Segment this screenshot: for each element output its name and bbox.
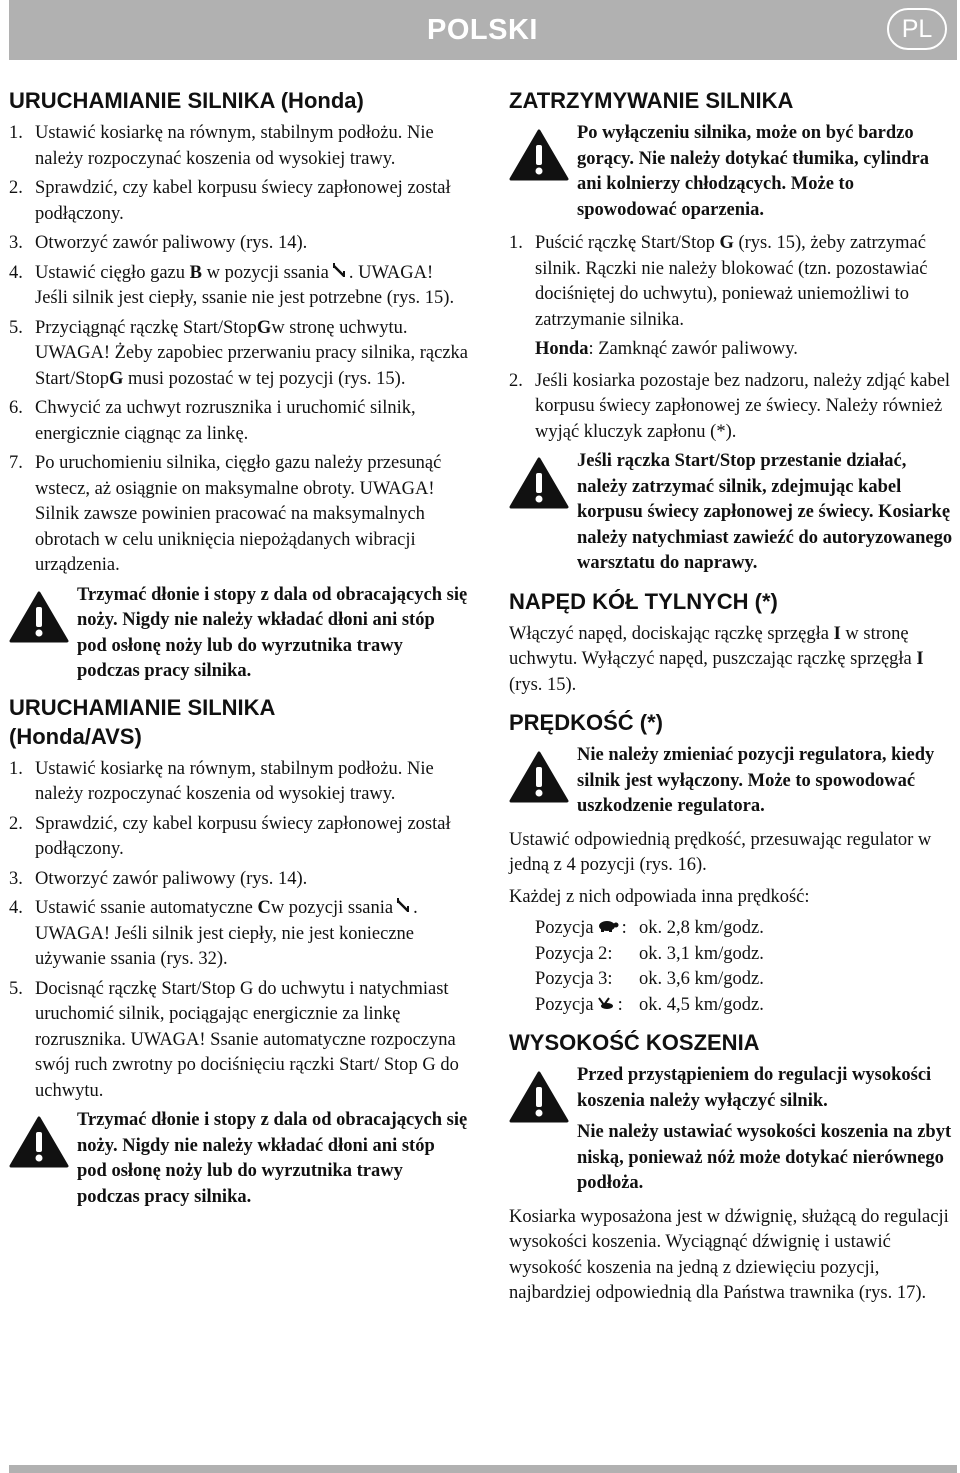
section-title-rear-drive: NAPĘD KÓŁ TYLNYCH (*) [509, 588, 778, 614]
speed-row: Pozycja : ok. 4,5 km/godz. [535, 993, 957, 1019]
choke-icon [396, 896, 410, 922]
warning-icon [509, 1063, 577, 1197]
warning-icon [9, 1108, 77, 1210]
list-item: 2. Sprawdzić, czy kabel korpusu świecy zapłonowej został podłączony. [9, 813, 451, 859]
speed-row: Pozycja 3: ok. 3,6 km/godz. [535, 969, 764, 989]
warning-block: Jeśli rączka Start/Stop przestanie działać, należy zatrzymać silnik, zdejmując kabel korpusu świecy zapłonowej ze świecy. Kosiarkę należy natychmiast zawieźć do autoryzowanego warsztatu do naprawy. [509, 449, 957, 577]
speed-paragraph: Każdej z nich odpowiada inna prędkość: [509, 886, 810, 907]
list-item: 5. Przyciągnąć rączkę Start/StopGw stronę uchwytu. UWAGA! Żeby zapobiec przerwaniu pracy silnika, rączka Start/StopG musi pozostać w tej pozycji (rys. 15). [9, 317, 469, 389]
list-item: 3. Otworzyć zawór paliwowy (rys. 14). [9, 233, 308, 253]
choke-icon [332, 261, 346, 287]
speed-paragraph: Ustawić odpowiednią prędkość, przesuwając regulator w jedną z 4 pozycji (rys. 16). [509, 829, 932, 875]
list-item: 1. Puścić rączkę Start/Stop G (rys. 15), żeby zatrzymać silnik. Rączki nie należy blokować (tzn. pozostawiać dociśniętej do uchwytu), ponieważ uniemożliwi to zatrzymanie silnika. [509, 233, 928, 330]
header-title: POLSKI [427, 14, 538, 46]
language-badge: PL [887, 8, 947, 50]
warning-block: Przed przystąpieniem do regulacji wysokości koszenia należy wyłączyć silnik. Nie należy ustawiać wysokości koszenia na zbyt niską, ponieważ nóż może dotykać nierównego podłoża. [509, 1063, 957, 1197]
section-title-start-honda: URUCHAMIANIE SILNIKA (Honda) [9, 88, 364, 113]
warning-block: Trzymać dłonie i stopy z dala od obracających się noży. Nigdy nie należy wkładać dłoni ani stóp pod osłonę noży lub do wyrzutnika trawy podczas pracy silnika. [9, 1108, 469, 1210]
section-title-start-honda-avs: URUCHAMIANIE SILNIKA (Honda/AVS) [9, 694, 276, 749]
warning-icon [509, 121, 577, 223]
list-item: 7. Po uruchomieniu silnika, cięgło gazu należy przesunąć wstecz, aż osiągnie on maksymalne obroty. UWAGA! Silnik zawsze powinien pracować na maksymalnych obrotach w celu uniknięcia niepożądanych wibracji urządzenia. [9, 453, 442, 575]
list-item: 1. Ustawić kosiarkę na równym, stabilnym podłożu. Nie należy rozpoczynać koszenia od wysokiej trawy. [9, 758, 434, 804]
height-paragraph: Kosiarka wyposażona jest w dźwignię, służącą do regulacji wysokości koszenia. Wyciągnąć dźwignię i ustawić wysokość koszenia na jedną z dziewięciu pozycji, najbardziej odpowiednią dla Państwa trawnika (rys. 17). [509, 1206, 949, 1303]
list-item: 1. Ustawić kosiarkę na równym, stabilnym podłożu. Nie należy rozpoczynać koszenia od wysokiej trawy. [9, 123, 434, 169]
warning-block: Trzymać dłonie i stopy z dala od obracających się noży. Nigdy nie należy wkładać dłoni ani stóp pod osłonę noży lub do wyrzutnika trawy podczas pracy silnika. [9, 583, 469, 685]
list-item: 5. Docisnąć rączkę Start/Stop G do uchwytu i natychmiast uruchomić silnik, pociągając energicznie za linkę rozrusznika. UWAGA! Ssanie automatyczne rozpoczyna swój ruch zwrotny po dociśnięciu rączki Start/ Stop G do uchwytu. [9, 978, 459, 1101]
page-header [9, 0, 957, 60]
speed-row: Pozycja 2: ok. 3,1 km/godz. [535, 943, 764, 964]
warning-icon [509, 449, 577, 577]
list-item: 2. Sprawdzić, czy kabel korpusu świecy zapłonowej został podłączony. [9, 178, 451, 224]
list-item: 3. Otworzyć zawór paliwowy (rys. 14). [9, 868, 308, 889]
warning-block: Nie należy zmieniać pozycji regulatora, kiedy silnik jest wyłączony. Może to spowodować uszkodzenie regulatora. [509, 743, 957, 820]
section-title-speed: PRĘDKOŚĆ (*) [509, 710, 664, 735]
warning-icon [509, 743, 577, 820]
speed-row: Pozycja : ok. 2,8 km/godz. [535, 916, 957, 942]
list-item: 2. Jeśli kosiarka pozostaje bez nadzoru, należy zdjąć kabel korpusu świecy zapłonowej ze świecy. Należy również wyjąć kluczyk zapłonu (*). [509, 370, 951, 442]
list-item: 4. Ustawić ssanie automatyczne Cw pozycji ssania . UWAGA! Jeśli silnik jest ciepły, nie jest konieczne używanie ssania (rys. 32). [9, 898, 418, 969]
turtle-icon [597, 916, 619, 942]
list-item: 6. Chwycić za uchwyt rozrusznika i uruchomić silnik, energicznie ciągnąc za linkę. [9, 398, 416, 444]
honda-note: Honda: Zamknąć zawór paliwowy. [535, 339, 798, 359]
right-column [509, 86, 957, 1313]
hare-icon [597, 993, 615, 1019]
speed-list [535, 916, 957, 1018]
footer-bar [9, 1465, 957, 1473]
list-item: 4. Ustawić cięgło gazu B w pozycji ssania . UWAGA! Jeśli silnik jest ciepły, ssanie nie jest potrzebne (rys. 15). [9, 262, 455, 308]
warning-block: Po wyłączeniu silnika, może on być bardzo gorący. Nie należy dotykać tłumika, cylindra ani kolnierzy chłodzących. Może to spowodować oparzenia. [509, 121, 957, 223]
drive-paragraph: Włączyć napęd, dociskając rączkę sprzęgła I w stronę uchwytu. Wyłączyć napęd, puszczając rączkę sprzęgła I (rys. 15). [509, 623, 924, 695]
section-title-cutting-height: WYSOKOŚĆ KOSZENIA [509, 1030, 760, 1055]
warning-icon [9, 583, 77, 685]
section-title-stop-engine: ZATRZYMYWANIE SILNIKA [509, 88, 794, 113]
left-column [9, 86, 469, 1218]
